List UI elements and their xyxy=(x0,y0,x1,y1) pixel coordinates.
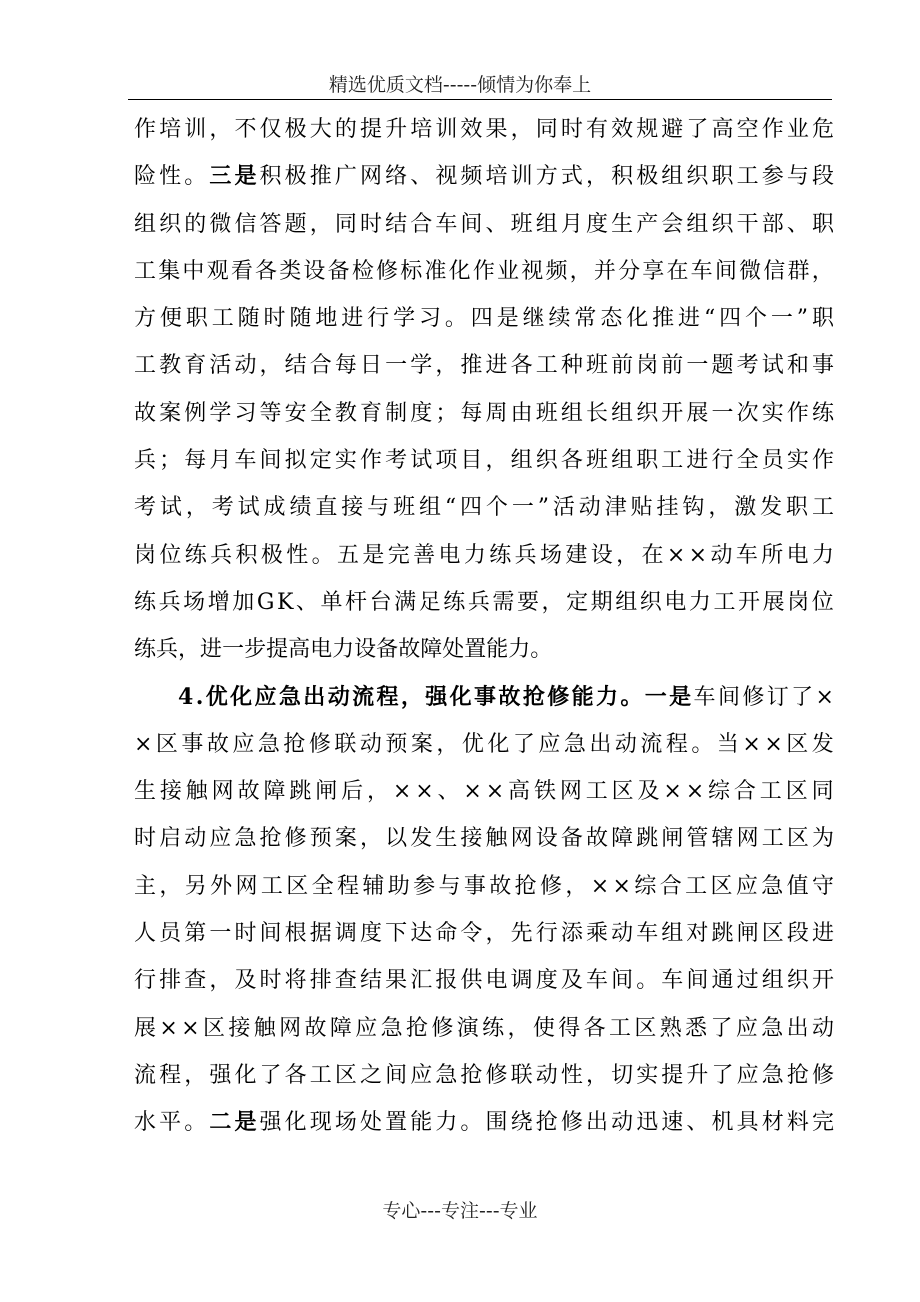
header-divider xyxy=(128,99,832,100)
text-line: 组 织 的 微 信 答 题 ， 同 时 结 合 车 间 、 班 组 月 度 生 产 会 组 织 干 部 、 职 xyxy=(134,211,834,237)
text-line: 方 便 职 工 随 时 随 地 进 行 学 习 。 四 是 继 续 常 态 化 推 进 “ 四 个 一 ” 职 xyxy=(134,306,834,332)
text-line: × 区 事 故 应 急 抢 修 联 动 预 案 ， 优 化 了 应 急 出 动 流 程 。 当 × × 区 发 xyxy=(134,731,834,757)
text-line: 练 兵 场 增 加 G K 、 单 杆 台 满 足 练 兵 需 要 ， 定 期 组 织 电 力 工 开 展 岗 位 xyxy=(134,589,834,615)
text-line: 展 × × 区 接 触 网 故 障 应 急 抢 修 演 练 ， 使 得 各 工 区 熟 悉 了 应 急 出 动 xyxy=(134,1015,834,1041)
page-header: 精选优质文档-----倾情为你奉上 xyxy=(328,74,592,96)
text-line: 人 员 第 一 时 间 根 据 调 度 下 达 命 令 ， 先 行 添 乘 动 车 组 对 跳 闸 区 段 进 xyxy=(134,921,834,947)
text-line: 流 程 ， 强 化 了 各 工 区 之 间 应 急 抢 修 联 动 性 ， 切 实 提 升 了 应 急 抢 修 xyxy=(134,1062,834,1088)
text-line: 时 启 动 应 急 抢 修 预 案 ， 以 发 生 接 触 网 设 备 故 障 跳 闸 管 辖 网 工 区 为 xyxy=(134,826,834,852)
text-line: 岗 位 练 兵 积 极 性 。 五 是 完 善 电 力 练 兵 场 建 设 ， 在 × × 动 车 所 电 力 xyxy=(134,542,834,568)
text-line: 工 教 育 活 动 ， 结 合 每 日 一 学 ， 推 进 各 工 种 班 前 岗 前 一 题 考 试 和 事 xyxy=(134,353,834,379)
text-line: 4 . 优 化 应 急 出 动 流 程 ， 强 化 事 故 抢 修 能 力 。 一 是 车 间 修 订 了 × xyxy=(178,683,834,710)
document-body xyxy=(134,106,834,1147)
text-line: 作 培 训 ， 不 仅 极 大 的 提 升 培 训 效 果 ， 同 时 有 效 规 避 了 高 空 作 业 危 xyxy=(134,117,834,142)
text-line: 考 试 ， 考 试 成 绩 直 接 与 班 组 “ 四 个 一 ” 活 动 津 贴 挂 钩 ， 激 发 职 工 xyxy=(134,495,834,521)
text-line: 故 案 例 学 习 等 安 全 教 育 制 度 ； 每 周 由 班 组 长 组 织 开 展 一 次 实 作 练 xyxy=(134,400,834,426)
text-line: 练兵，进一步提高电力设备故障处置能力。 xyxy=(134,637,553,663)
text-line: 兵 ； 每 月 车 间 拟 定 实 作 考 试 项 目 ， 组 织 各 班 组 职 工 进 行 全 员 实 作 xyxy=(134,448,834,474)
text-line: 工 集 中 观 看 各 类 设 备 检 修 标 准 化 作 业 视 频 ， 并 分 享 在 车 间 微 信 群 ， xyxy=(134,258,834,284)
text-line: 行 排 查 ， 及 时 将 排 查 结 果 汇 报 供 电 调 度 及 车 间 。 车 间 通 过 组 织 开 xyxy=(134,968,834,994)
text-line: 主 ， 另 外 网 工 区 全 程 辅 助 参 与 事 故 抢 修 ， × × 综 合 工 区 应 急 值 守 xyxy=(134,873,834,899)
page-footer: 专心---专注---专业 xyxy=(382,1200,538,1222)
text-line: 险 性 。 三 是 积 极 推 广 网 络 、 视 频 培 训 方 式 ， 积 极 组 织 职 工 参 与 段 xyxy=(134,163,834,190)
text-line: 生 接 触 网 故 障 跳 闸 后 ， × × 、 × × 高 铁 网 工 区 及 × × 综 合 工 区 同 xyxy=(134,779,834,805)
text-line: 水 平 。 二 是 强 化 现 场 处 置 能 力 。 围 绕 抢 修 出 动 迅 速 、 机 具 材 料 完 xyxy=(134,1109,834,1136)
